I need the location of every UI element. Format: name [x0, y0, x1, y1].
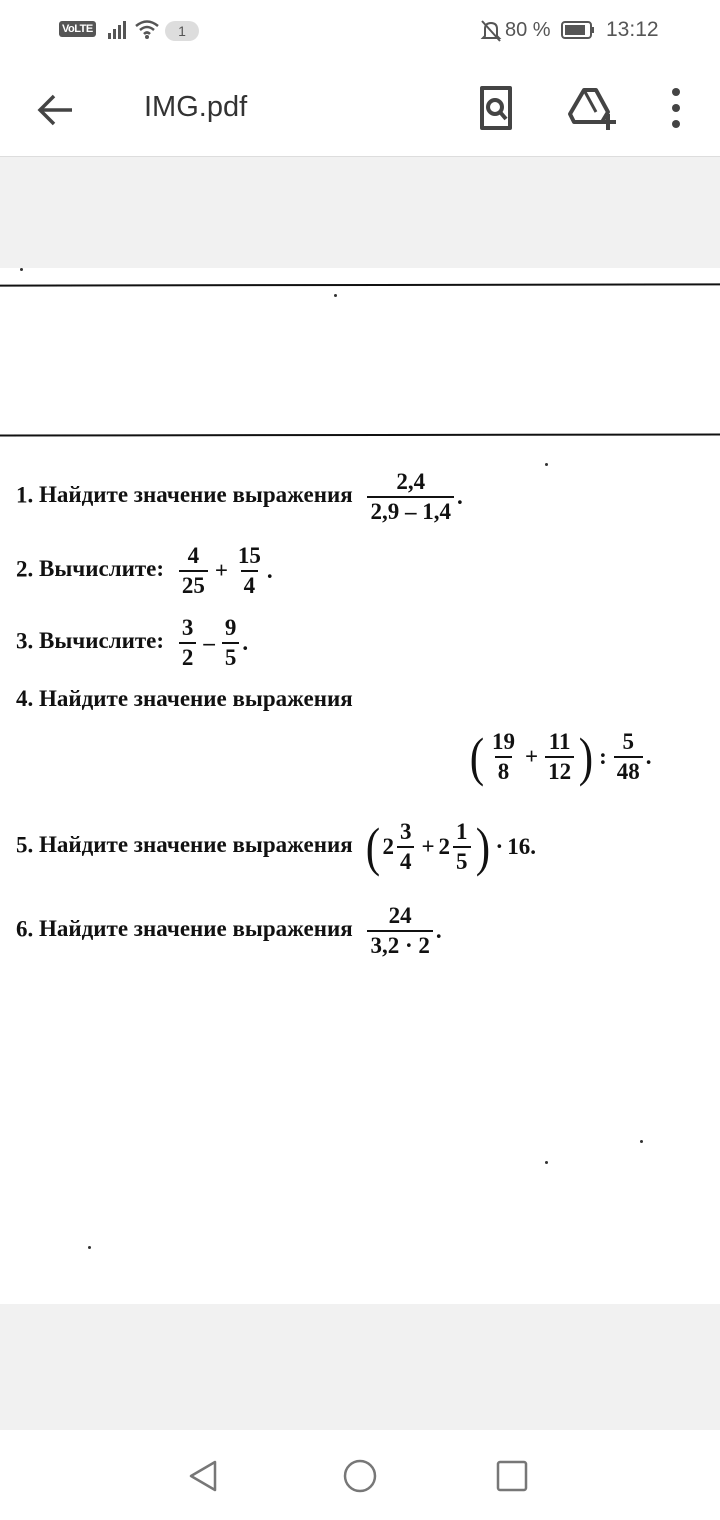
denominator: 4: [397, 846, 415, 874]
problem-label: Вычислите:: [39, 628, 165, 654]
problem-6: [16, 904, 442, 958]
right-paren: ): [578, 727, 594, 788]
fraction: [367, 904, 432, 958]
more-vert-icon: [662, 82, 690, 134]
fraction: [545, 730, 574, 784]
document-title: IMG.pdf: [144, 91, 248, 123]
page-rule: [0, 433, 720, 436]
period: .: [266, 558, 273, 584]
nav-recents-button[interactable]: [494, 1458, 530, 1499]
problem-4: [16, 686, 359, 712]
problem-number: 3.: [16, 628, 34, 654]
expression: [176, 544, 273, 598]
fraction: [222, 616, 240, 670]
fraction: [614, 730, 643, 784]
expression: [468, 727, 652, 788]
problem-number: 4.: [16, 686, 34, 711]
clock: 13:12: [606, 18, 659, 41]
period: .: [242, 630, 249, 656]
period: .: [645, 744, 652, 770]
nav-back-button[interactable]: [185, 1458, 221, 1499]
mixed-number: [382, 820, 417, 874]
numerator: 19: [491, 729, 515, 754]
problem-label: Найдите значение выражения: [39, 832, 353, 858]
fraction: [179, 616, 197, 670]
battery-icon: [561, 21, 595, 39]
problem-2: [16, 544, 273, 598]
denominator: 4: [241, 570, 259, 598]
numerator: 15: [237, 543, 261, 568]
numerator: 9: [224, 615, 237, 640]
navigation-bar: [0, 1430, 720, 1520]
problem-label: Найдите значение выражения: [39, 482, 353, 508]
search-document-icon: [472, 82, 520, 134]
numerator: 2,4: [396, 469, 426, 494]
expression: [364, 904, 441, 958]
numerator: 5: [622, 729, 634, 754]
right-paren: ): [475, 817, 490, 878]
volte-indicator: VoLTE: [59, 21, 96, 37]
fraction: [453, 820, 471, 874]
plus-operator: +: [214, 558, 228, 584]
left-paren: (: [469, 727, 485, 788]
scan-speck: [334, 294, 337, 297]
pdf-page[interactable]: [0, 268, 720, 1304]
divide-operator: :: [599, 744, 607, 770]
problem-number: 5.: [16, 832, 34, 858]
denominator: 12: [545, 756, 574, 784]
expression: [176, 616, 248, 670]
minus-operator: –: [203, 630, 215, 656]
status-bar: [0, 0, 720, 62]
period: .: [435, 918, 442, 944]
problem-3: [16, 616, 248, 670]
nav-home-button[interactable]: [340, 1456, 380, 1501]
denominator: 2: [179, 642, 197, 670]
problem-number: 1.: [16, 482, 34, 508]
wifi-icon: [134, 18, 160, 40]
numerator: 1: [456, 819, 468, 844]
scan-speck: [640, 1140, 643, 1143]
problem-label: Найдите значение выражения: [39, 916, 353, 942]
numerator: 11: [548, 729, 571, 754]
problem-number: 2.: [16, 556, 34, 582]
expression: [364, 817, 536, 878]
denominator: 2,9 – 1,4: [367, 496, 454, 524]
nav-home-icon: [340, 1456, 380, 1496]
add-to-drive-button[interactable]: [566, 82, 622, 134]
scan-speck: [20, 268, 23, 271]
scan-speck: [545, 463, 548, 466]
denominator: 48: [614, 756, 643, 784]
more-options-button[interactable]: [662, 82, 690, 134]
page-rule: [0, 283, 720, 286]
nav-recents-icon: [494, 1458, 530, 1494]
notification-count-badge: 1: [165, 21, 199, 41]
numerator: 3: [399, 819, 412, 844]
plus-operator: +: [524, 744, 539, 770]
fraction: [179, 544, 208, 598]
denominator: 3,2 · 2: [367, 930, 432, 958]
app-bar: [0, 62, 720, 157]
back-button[interactable]: [30, 86, 78, 134]
scan-speck: [88, 1246, 91, 1249]
expression: [364, 470, 462, 524]
problem-4-expression: [468, 727, 652, 788]
fraction: [235, 544, 264, 598]
fraction: [367, 470, 454, 524]
mixed-number: [439, 820, 474, 874]
battery-percent: 80 %: [505, 19, 551, 41]
denominator: 5: [222, 642, 240, 670]
find-in-document-button[interactable]: [472, 82, 520, 134]
whole-part: 2: [438, 834, 451, 860]
period: .: [530, 834, 536, 860]
plus-operator: +: [421, 834, 435, 860]
scan-speck: [545, 1161, 548, 1164]
problem-number: 6.: [16, 916, 34, 942]
left-paren: (: [366, 817, 381, 878]
fraction: [397, 820, 415, 874]
problem-1: [16, 470, 463, 524]
denominator: 25: [179, 570, 208, 598]
nav-back-icon: [185, 1458, 221, 1494]
whole-part: 2: [382, 834, 394, 860]
fraction: [489, 730, 518, 784]
multiply-operator: ·: [495, 834, 504, 860]
problem-label: Найдите значение выражения: [39, 686, 353, 711]
numerator: 3: [181, 615, 194, 640]
back-arrow-icon: [30, 86, 78, 134]
period: .: [456, 484, 463, 510]
factor: 16: [507, 834, 531, 860]
signal-icon: [107, 19, 129, 41]
problem-5: [16, 817, 536, 878]
mute-bell-icon: [480, 19, 502, 43]
add-to-drive-icon: [566, 82, 622, 134]
problem-label: Вычислите:: [39, 556, 165, 582]
numerator: 4: [187, 543, 200, 568]
numerator: 24: [388, 903, 412, 928]
denominator: 5: [453, 846, 471, 874]
denominator: 8: [495, 756, 513, 784]
